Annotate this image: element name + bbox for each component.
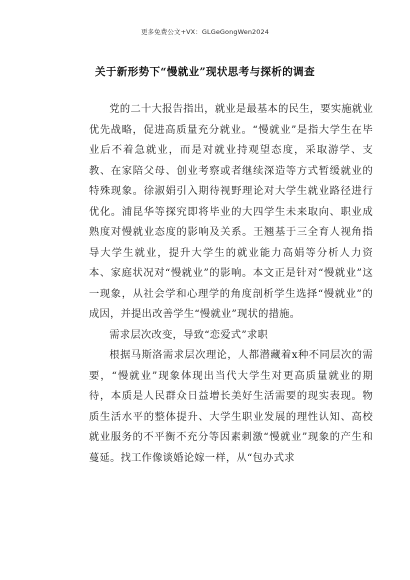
paragraph-intro: 党的二十大报告指出，就业是最基本的民生，要实施就业优先战略，促进高质量充分就业。“慢就业”是指大学生在毕业后不着急就业，而是对就业持观望态度，采取游学、支教、在家陪父母、创业考察或者继续深造等方式暂缓就业的特殊现象。徐淑娟引入期待视野理论对大学生就业路径进行优化。浦昆华等探究即将毕业的大四学生未来取向、职业成熟度对慢就业态度的影响及关系。王翘基于三全育人视角指导大学生就业，提升大学生的就业能力高娟等分析人力资本、家庭状况对“慢就业”的影响。本文正是针对“慢就业”这一现象，从社会学和心理学的角度剖析学生选择“慢就业”的成因，并提出改善学生“慢就业”现状的措施。 [89, 104, 373, 320]
paragraph-maslow: 根据马斯洛需求层次理论，人都潜藏着x种不同层次的需要，“慢就业”现象体现出当代大学生对更高质量就业的期待，本质是人民群众日益增长美好生活需要的现实表现。物质生活水平的整体提升、大学生职业发展的理性认知、高校就业服务的不平衡不充分等因素刺激“慢就业”现象的产生和蔓延。找工作像谈婚论嫁一样，从“包办式求 [89, 350, 373, 464]
document-title: 关于新形势下“慢就业”现状思考与探析的调查 [95, 66, 315, 78]
header-note: 更多免费公文+VX：GLGeGongWen2024 [140, 28, 269, 36]
document-body [89, 100, 373, 469]
section-subheading: 需求层次改变，导致“恋爱式”求职 [109, 329, 269, 341]
